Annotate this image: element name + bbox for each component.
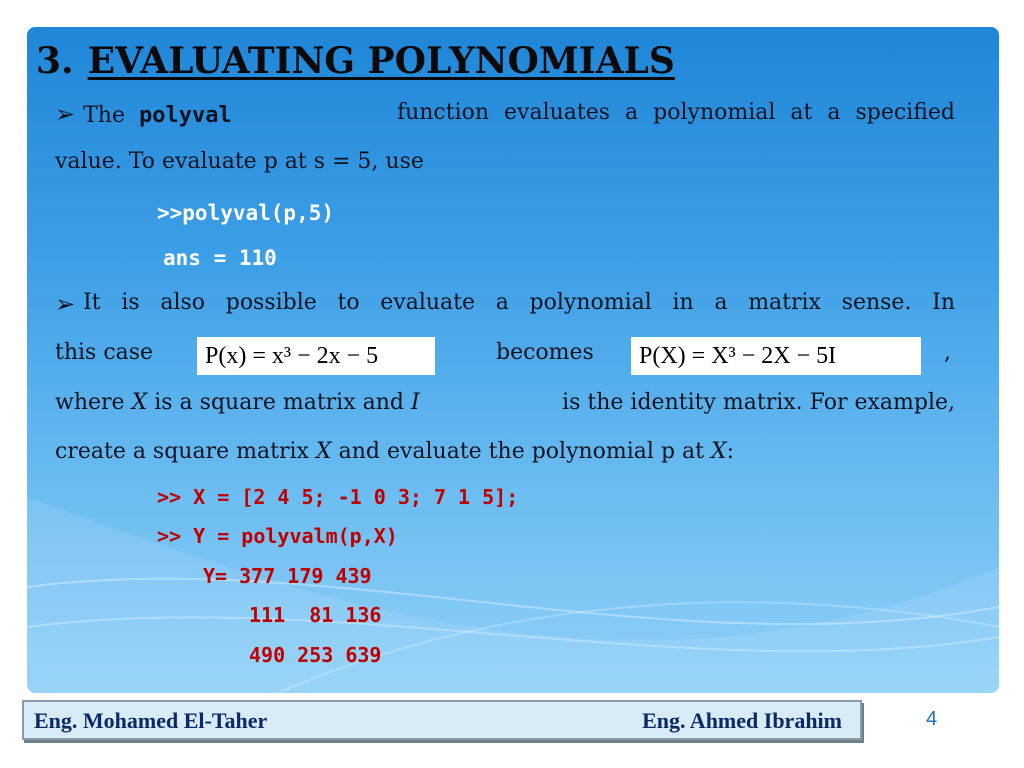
polyval-keyword: polyval <box>138 103 232 128</box>
para1-line2: value. To evaluate p at s = 5, use <box>55 149 424 174</box>
where-label: where <box>55 390 125 415</box>
title-number: 3. <box>36 40 74 82</box>
code-line-define-x: >> X = [2 4 5; -1 0 3; 7 1 5]; <box>157 485 519 509</box>
becomes-label: becomes <box>496 340 594 365</box>
page-number: 4 <box>926 708 938 730</box>
var-x: X <box>131 390 148 415</box>
equation-scalar: P(x) = x³ − 2x − 5 <box>197 337 435 375</box>
code-result-row-1: Y= 377 179 439 <box>203 564 372 588</box>
square-matrix-text: is a square matrix and <box>154 390 404 415</box>
var-i: I <box>411 390 420 415</box>
create-matrix-text: create a square matrix <box>55 439 309 464</box>
para2-line3 <box>55 390 955 415</box>
identity-text: is the identity matrix. For example, <box>562 390 955 415</box>
colon: : <box>726 439 735 464</box>
para2-line1-text: It is also possible to evaluate a polynomial in a matrix sense. In <box>83 290 955 315</box>
equation-matrix: P(X) = X³ − 2X − 5I <box>631 337 921 375</box>
para1-line1 <box>55 100 955 128</box>
var-x: X <box>710 439 727 464</box>
para1-intro: The <box>83 103 125 128</box>
para1-rest: function evaluates a polynomial at a specified <box>396 100 955 125</box>
var-x: X <box>315 439 332 464</box>
code-result-row-3: 490 253 639 <box>249 643 382 667</box>
title-text: EVALUATING POLYNOMIALS <box>87 40 675 82</box>
footer-author-left: Eng. Mohamed El-Taher <box>34 708 268 733</box>
footer-bar <box>22 700 862 740</box>
bullet-arrow-icon: ➢ <box>55 100 76 128</box>
para2-line4 <box>55 439 734 464</box>
bullet-arrow-icon: ➢ <box>55 290 76 318</box>
this-case-label: this case <box>55 340 154 365</box>
code-result-row-2: 111 81 136 <box>249 603 382 627</box>
para2-line1 <box>55 290 955 318</box>
comma: , <box>944 340 951 365</box>
evaluate-text: and evaluate the polynomial p at <box>338 439 704 464</box>
slide-title <box>36 40 675 82</box>
code-polyval-result: ans = 110 <box>163 246 277 270</box>
code-line-polyvalm: >> Y = polyvalm(p,X) <box>157 524 398 548</box>
code-polyval-command: >>polyval(p,5) <box>157 201 335 225</box>
footer-author-right: Eng. Ahmed Ibrahim <box>642 708 842 733</box>
